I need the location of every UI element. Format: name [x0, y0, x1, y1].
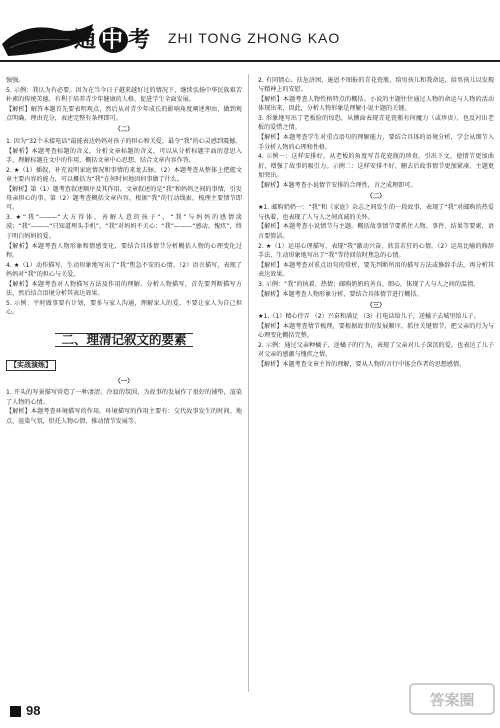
- answer-paragraph: 1. 开头的写景描写营造了一种凄清、冷寂的氛围，为故事的发展作了很好的铺垫，渲染了人物的心情。: [6, 389, 242, 406]
- answer-paragraph: 2. 示例：通过父亲种橘子、送橘子的行为，表现了父亲对儿子深沉的爱，也表达了儿子对父亲的感激与愧疚之情。: [258, 342, 494, 359]
- brand-pinyin: ZHI TONG ZHONG KAO: [168, 30, 341, 46]
- analysis-paragraph: 【解析】本题考查人物形象和情感变化，要结合具体情节分析概括人物的心理变化过程。: [6, 242, 242, 259]
- analysis-paragraph: 【解析】本题考查情节梳理，要根据故事的发展顺序，抓住关键情节，把父亲的行为与心理变化概括完整。: [258, 322, 494, 340]
- answer-paragraph: 4. ★（1）动作描写，生动形象地写出了“我”焦急不安的心情。（2）语言描写，表现了妈妈对“我”的担心与关爱。: [6, 261, 242, 278]
- analysis-paragraph: 【解析】本题考查文章主旨的理解，要从人物的言行中体会作者的思想感情。: [258, 361, 466, 369]
- watermark-text: 答案圈: [429, 691, 475, 709]
- subsection-heading: （二）: [366, 192, 386, 201]
- page-header: [0, 0, 500, 70]
- subsection-heading: （一）: [114, 377, 134, 386]
- answer-paragraph: 3. 形象地写出了老板脸的惊恐，从侧面表现青花瓷瓶有何魔力（或珍贵），也反衬出老板的爱惜之情。: [258, 115, 494, 132]
- page-number: 98: [26, 703, 41, 718]
- header-rule: [0, 60, 500, 62]
- subsection-heading: （三）: [366, 300, 386, 309]
- left-column: [6, 76, 242, 690]
- analysis-paragraph: 【解析】解答本题首先要表明观点，然后从对青少年成长的影响角度阐述理由，做到观点明确，理由充分，表述完整有条理即可。: [6, 105, 242, 123]
- analysis-paragraph: 【解析】本题考查小说情节安排的合理性，言之成理即可。: [258, 181, 417, 189]
- answer-paragraph: 1. 因为“32个未接电话”最能表达妈妈对孩子的担心和关爱，最令“我”的心灵感到震撼。: [6, 137, 242, 145]
- answer-paragraph: ★1.（1）精心侍弄 （2）兴奋和满足 （3）打电话给儿子，送橘子去城里给儿子。: [258, 313, 480, 321]
- answer-paragraph: 5. 示例：我认为有必要。因为在当今日子越来越好过的情况下，继续弘扬中华民族艰苦朴素的传统美德，有利于培养青少年健康的人格，促进学生全面发展。: [6, 86, 242, 104]
- analysis-paragraph: 【解析】本题考查标题的含义。分析文章标题的含义，可以从分析标题字面的意思入手，理解标题在文中的作用，概括文章中心思想，结合文章内容作答。: [6, 147, 242, 164]
- analysis-paragraph: 【解析】本题考查人物性格特点的概括。小说的主题往往通过人物的命运与人物的活动体现出来，因此，分析人物形象是理解小说主题的关键。: [258, 96, 494, 113]
- watermark-logo: [408, 680, 496, 724]
- analysis-paragraph: 【解析】本题考查人物形象分析，要结合具体情节进行概括。: [258, 290, 423, 298]
- answer-paragraph: 3. ★“我”———“大方得体、善解人意的孩子”，“我”与妈妈的感情淡漠；“我”———“只知道埋头手机”，“我”对妈妈不关心；“我”———“感动、愧疚”，终于明白妈妈的爱。: [6, 214, 242, 240]
- analysis-paragraph: 【解析】本题考查对重点语句的赏析，要先判断所用的描写方法或修辞手法，再分析其表达效果。: [258, 261, 494, 278]
- answer-paragraph: 2. ★（1）插叙，补充说明家庭情况和事情的来龙去脉。（2）本题考查从整体上把握文章主要内容的能力，可以概括为“我”在何时何地因何事做了什么。: [6, 166, 242, 183]
- analysis-paragraph: 【解析】本题考查学生对重点语句的理解能力，要结合具体的语境分析，学会从细节入手分析人物的心理和性格。: [258, 134, 494, 151]
- answer-paragraph: 3. 示例：“我”的执着、热情；邮购奶奶的善良、细心，体现了人与人之间的温情。: [258, 280, 480, 288]
- analysis-paragraph: 【解析】本题考查对人物描写方法及作用的理解。分析人物描写，首先要判断描写方法，然后结合语境分析其表达效果。: [6, 280, 242, 298]
- page-number-marker-icon: [10, 706, 21, 717]
- answer-paragraph: ★1. 邮购奶奶一：“我”和《家庭》杂志之间发生的一段故事，表现了“我”对邮购的热爱与执着，也表现了人与人之间真诚的关怀。: [258, 204, 494, 221]
- answer-paragraph: 2. ★（1）运用心理描写，表现“我”激动兴奋、欣喜若狂的心情。（2）运用比喻的修辞手法，生动形象地写出了“我”等待回信时焦急的心情。: [258, 242, 494, 259]
- answer-paragraph: 强强。: [6, 77, 25, 84]
- analysis-paragraph: 【解析】本题考查环境描写的作用。环境描写的作用主要有：交代故事发生的时间、地点，渲染气氛，烘托人物心情，推动情节发展等。: [6, 408, 242, 425]
- brand-title: [74, 23, 153, 54]
- analysis-paragraph: 【解析】本题考查小说情节与主题。概括故事情节要抓住人物、事件、结果等要素，语言要简洁。: [258, 223, 494, 240]
- answer-paragraph: 4. 示例一：这样安排好，从老板的角度写青花瓷瓶的珍贵，引出下文，使情节更加曲折，增强了故事的吸引力。示例二：这样安排不好，删去后故事情节更加紧凑，主题更加突出。: [258, 153, 494, 179]
- brand-title-char-2: 中: [101, 27, 127, 53]
- practice-label: 【实战演练】: [6, 360, 56, 371]
- section-title: [6, 333, 242, 347]
- brand-title-char-3: 考: [128, 27, 154, 53]
- right-column: [258, 76, 494, 690]
- section-title-text: 二、理清记叙文的要素: [55, 333, 192, 346]
- column-divider: [248, 74, 249, 692]
- analysis-paragraph: 【解析】第（1）题考查叙述顺序及其作用。文章叙述的是“我”和妈妈之间的事情，引发母亲担心的事。第（2）题考查概括文章内容，根据“我”的行动线索，梳理主要情节即可。: [6, 185, 242, 212]
- brand-title-char-1: 通: [74, 27, 100, 53]
- subsection-heading: （二）: [114, 125, 134, 134]
- answer-paragraph: 5. 示例：平时做事要有计划，要多与家人沟通，理解家人的爱，不要让家人为自己担心。: [6, 299, 242, 317]
- answer-paragraph: 2. 有同情心、扶危济困、施恩不图报的青花瓷瓶，给男孩儿和我命运，给男孩儿以发现与精神上的安慰。: [258, 77, 494, 94]
